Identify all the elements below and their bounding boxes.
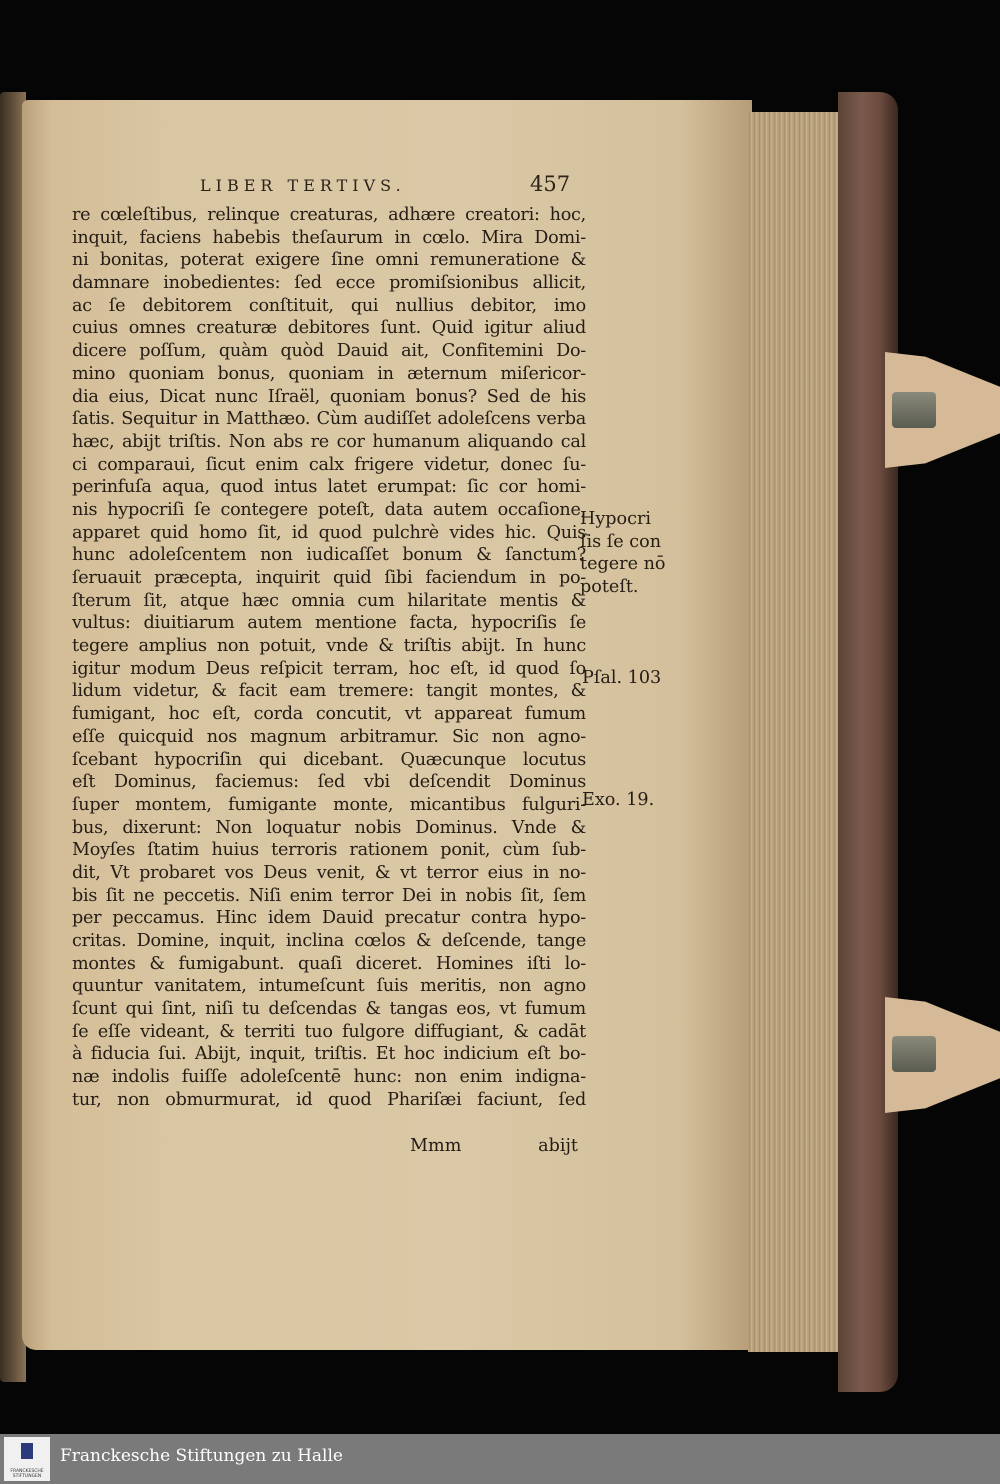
margin-note-hypocrisis [580, 508, 666, 599]
right-cover-board [838, 92, 898, 1392]
text-line: ſeruauit præcepta, inquirit quid ſibi faciendum in po- [72, 568, 586, 588]
text-line: critas. Domine, inquit, inclina cœlos & deſcende, tange [72, 931, 586, 951]
text-line: ſatis. Sequitur in Matthæo. Cùm audiſſet adoleſcens verba [72, 409, 586, 430]
text-line: bis ſit ne peccetis. Niſi enim terror Dei in nobis ſit, ſem [72, 885, 586, 906]
building-icon [21, 1443, 33, 1459]
text-line: ſcebant hypocriſin qui dicebant. Quæcunque locutus [72, 749, 586, 770]
logo-text: FRANCKESCHE STIFTUNGEN [10, 1469, 44, 1479]
text-line: ni bonitas, poterat exigere ſine omni remuneratione & [72, 250, 586, 271]
catch-line [72, 1134, 586, 1158]
text-line: cuius omnes creaturæ debitores ſunt. Quid igitur aliud [72, 318, 586, 339]
clasp-pin-bottom [892, 1036, 936, 1072]
text-line: hunc adoleſcentem non iudicaſſet bonum & ſanctum? [72, 545, 586, 566]
text-line: lidum videtur, & facit eam tremere: tangit montes, & [72, 681, 586, 702]
footer-title: Franckesche Stiftungen zu Halle [60, 1446, 343, 1466]
margin-note-line: Hypocri [580, 509, 652, 529]
margin-note-line: Exo. 19. [582, 790, 655, 810]
text-line: nis hypocriſi ſe contegere poteſt, data autem occaſione, [72, 499, 586, 520]
text-line: hæc, abijt triſtis. Non abs re cor humanum aliquando cal [72, 431, 586, 452]
text-line: vultus: diuitiarum autem mentione facta, hypocriſis ſe [72, 613, 586, 634]
text-line: ci comparaui, ſicut enim calx frigere videtur, donec ſu- [72, 454, 586, 475]
text-line: igitur modum Deus reſpicit terram, hoc eſt, id quod ſo [72, 658, 586, 679]
text-line: ſterum ſit, atque hæc omnia cum hilaritate mentis & [72, 590, 586, 611]
text-line: eſſe quicquid nos magnum arbitramur. Sic non agno- [72, 726, 586, 747]
running-head: LIBER TERTIVS. [200, 176, 406, 195]
footer-bar [0, 1434, 1000, 1484]
clasp-pin-top [892, 392, 936, 428]
text-line: Moyſes ſtatim huius terroris rationem ponit, cùm ſub- [72, 840, 586, 861]
margin-note-exodus [582, 789, 654, 812]
signature-mark: Mmm [410, 1136, 462, 1156]
margin-note-psalm [582, 667, 661, 690]
text-line: montes & fumigabunt. quaſi diceret. Homines iſti lo- [72, 953, 586, 974]
text-line: dia eius, Dicat nunc Iſraël, quoniam bonus? Sed de his [72, 386, 586, 407]
text-line: damnare inobedientes: ſed ecce promiſsionibus allicit, [72, 273, 586, 294]
text-line: per peccamus. Hinc idem Dauid precatur contra hypo- [72, 908, 586, 929]
text-line: tur, non obmurmurat, id quod Phariſæi faciunt, ſed [72, 1089, 586, 1110]
text-line: fumigant, hoc eſt, corda concutit, vt appareat fumum [72, 704, 586, 725]
margin-note-line: Pſal. 103 [582, 668, 662, 688]
text-line: ſcunt qui ſint, niſi tu deſcendas & tangas eos, vt fumum [72, 999, 586, 1020]
margin-note-line: tegere nō [580, 554, 666, 575]
catchword: abijt [538, 1136, 578, 1156]
text-line: tegere amplius non potuit, vnde & triſtis abijt. In hunc [72, 636, 586, 657]
text-line: bus, dixerunt: Non loquatur nobis Dominus. Vnde & [72, 817, 586, 838]
text-line: à fiducia ſui. Abijt, inquit, triſtis. Et hoc indicium eſt bo- [72, 1044, 586, 1065]
text-line: ac ſe debitorem conſtituit, qui nullius debitor, imo [72, 295, 586, 316]
text-line: eſt Dominus, faciemus: ſed vbi deſcendit Dominus [72, 772, 586, 793]
text-line: næ indolis fuiſſe adoleſcentē hunc: non enim indigna- [72, 1067, 586, 1088]
margin-note-line: poteſt. [580, 577, 639, 598]
text-line: dicere poſſum, quàm quòd Dauid ait, Confitemini Do- [72, 341, 586, 362]
margin-note-line: ſis ſe con [580, 531, 662, 552]
text-line: inquit, faciens habebis theſaurum in cœlo. Mira Domi- [72, 227, 586, 248]
text-line: apparet quid homo ſit, id quod pulchrè vides hic. Quis [72, 522, 586, 543]
page-header [200, 172, 600, 206]
text-line: perinfuſa aqua, quod intus latet erumpat: ſic cor homi- [72, 477, 586, 498]
page-number: 457 [530, 172, 571, 196]
text-line: dit, Vt probaret vos Deus venit, & vt terror eius in no- [72, 862, 586, 883]
text-line: quuntur vanitatem, intumeſcunt ſuis meritis, non agno [72, 976, 586, 997]
text-line: mino quoniam bonus, quoniam in æternum miſericor- [72, 363, 586, 384]
text-block [72, 204, 586, 1112]
text-line: ſuper montem, fumigante monte, micantibus fulguri- [72, 794, 586, 815]
text-line: ſe eſſe videant, & territi tuo fulgore diffugiant, & cadāt [72, 1021, 586, 1042]
text-line: re cœleſtibus, relinque creaturas, adhære creatori: hoc, [72, 205, 586, 225]
foundation-logo[interactable] [4, 1437, 50, 1481]
